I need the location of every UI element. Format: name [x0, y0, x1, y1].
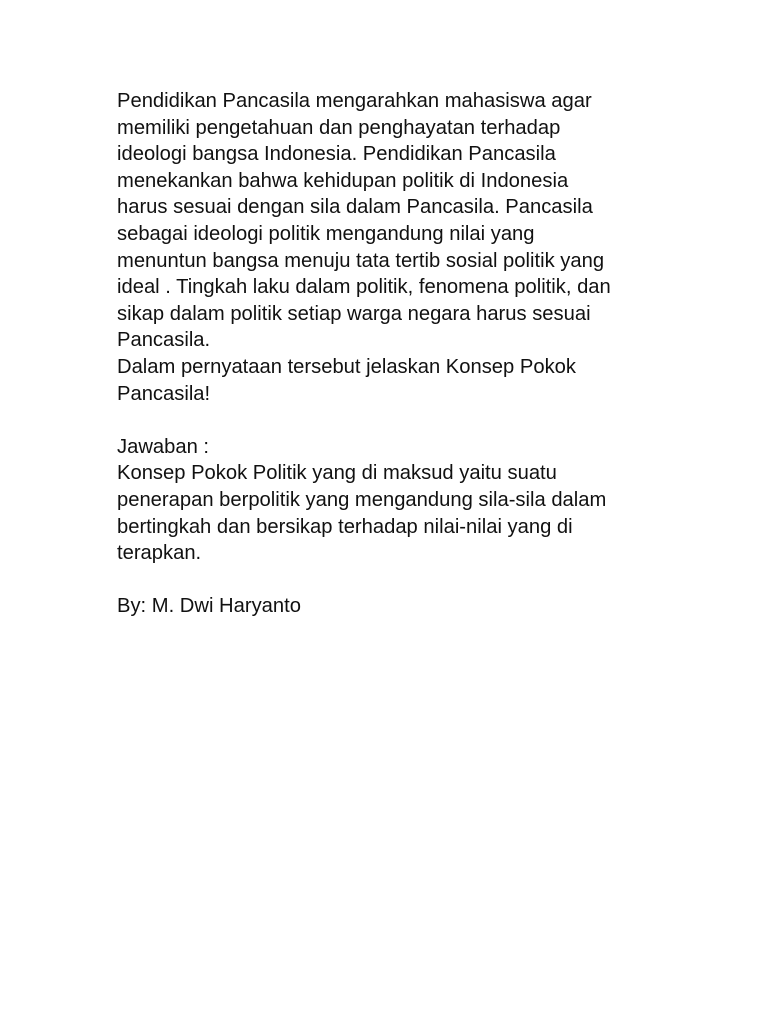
- question-line: sikap dalam politik setiap warga negara harus sesuai: [117, 302, 591, 325]
- question-line: sebagai ideologi politik mengandung nilai yang: [117, 222, 535, 245]
- question-line: menuntun bangsa menuju tata tertib sosial politik yang: [117, 249, 605, 272]
- answer-line: bertingkah dan bersikap terhadap nilai-nilai yang di: [117, 515, 573, 538]
- question-line: Pancasila.: [117, 329, 211, 352]
- answer-line: Konsep Pokok Politik yang di maksud yaitu suatu: [117, 462, 557, 485]
- author-byline: By: M. Dwi Haryanto: [117, 595, 301, 618]
- document-body: [117, 88, 657, 620]
- question-line: ideologi bangsa Indonesia. Pendidikan Pancasila: [117, 143, 556, 166]
- question-line: harus sesuai dengan sila dalam Pancasila. Pancasila: [117, 196, 593, 219]
- paragraph-spacer: [117, 407, 657, 434]
- paragraph-spacer: [117, 567, 657, 594]
- answer-line: terapkan.: [117, 542, 202, 565]
- question-prompt-line: Pancasila!: [117, 382, 211, 405]
- question-line: memiliki pengetahuan dan penghayatan terhadap: [117, 116, 561, 139]
- answer-section: [117, 434, 657, 567]
- question-line: ideal . Tingkah laku dalam politik, fenomena politik, dan: [117, 276, 611, 299]
- answer-line: penerapan berpolitik yang mengandung sila-sila dalam: [117, 488, 607, 511]
- question-line: menekankan bahwa kehidupan politik di Indonesia: [117, 169, 569, 192]
- question-line: Pendidikan Pancasila mengarahkan mahasiswa agar: [117, 90, 592, 112]
- answer-heading: Jawaban :: [117, 435, 210, 458]
- question-prompt-line: Dalam pernyataan tersebut jelaskan Konsep Pokok: [117, 355, 576, 378]
- question-paragraph: [117, 88, 657, 407]
